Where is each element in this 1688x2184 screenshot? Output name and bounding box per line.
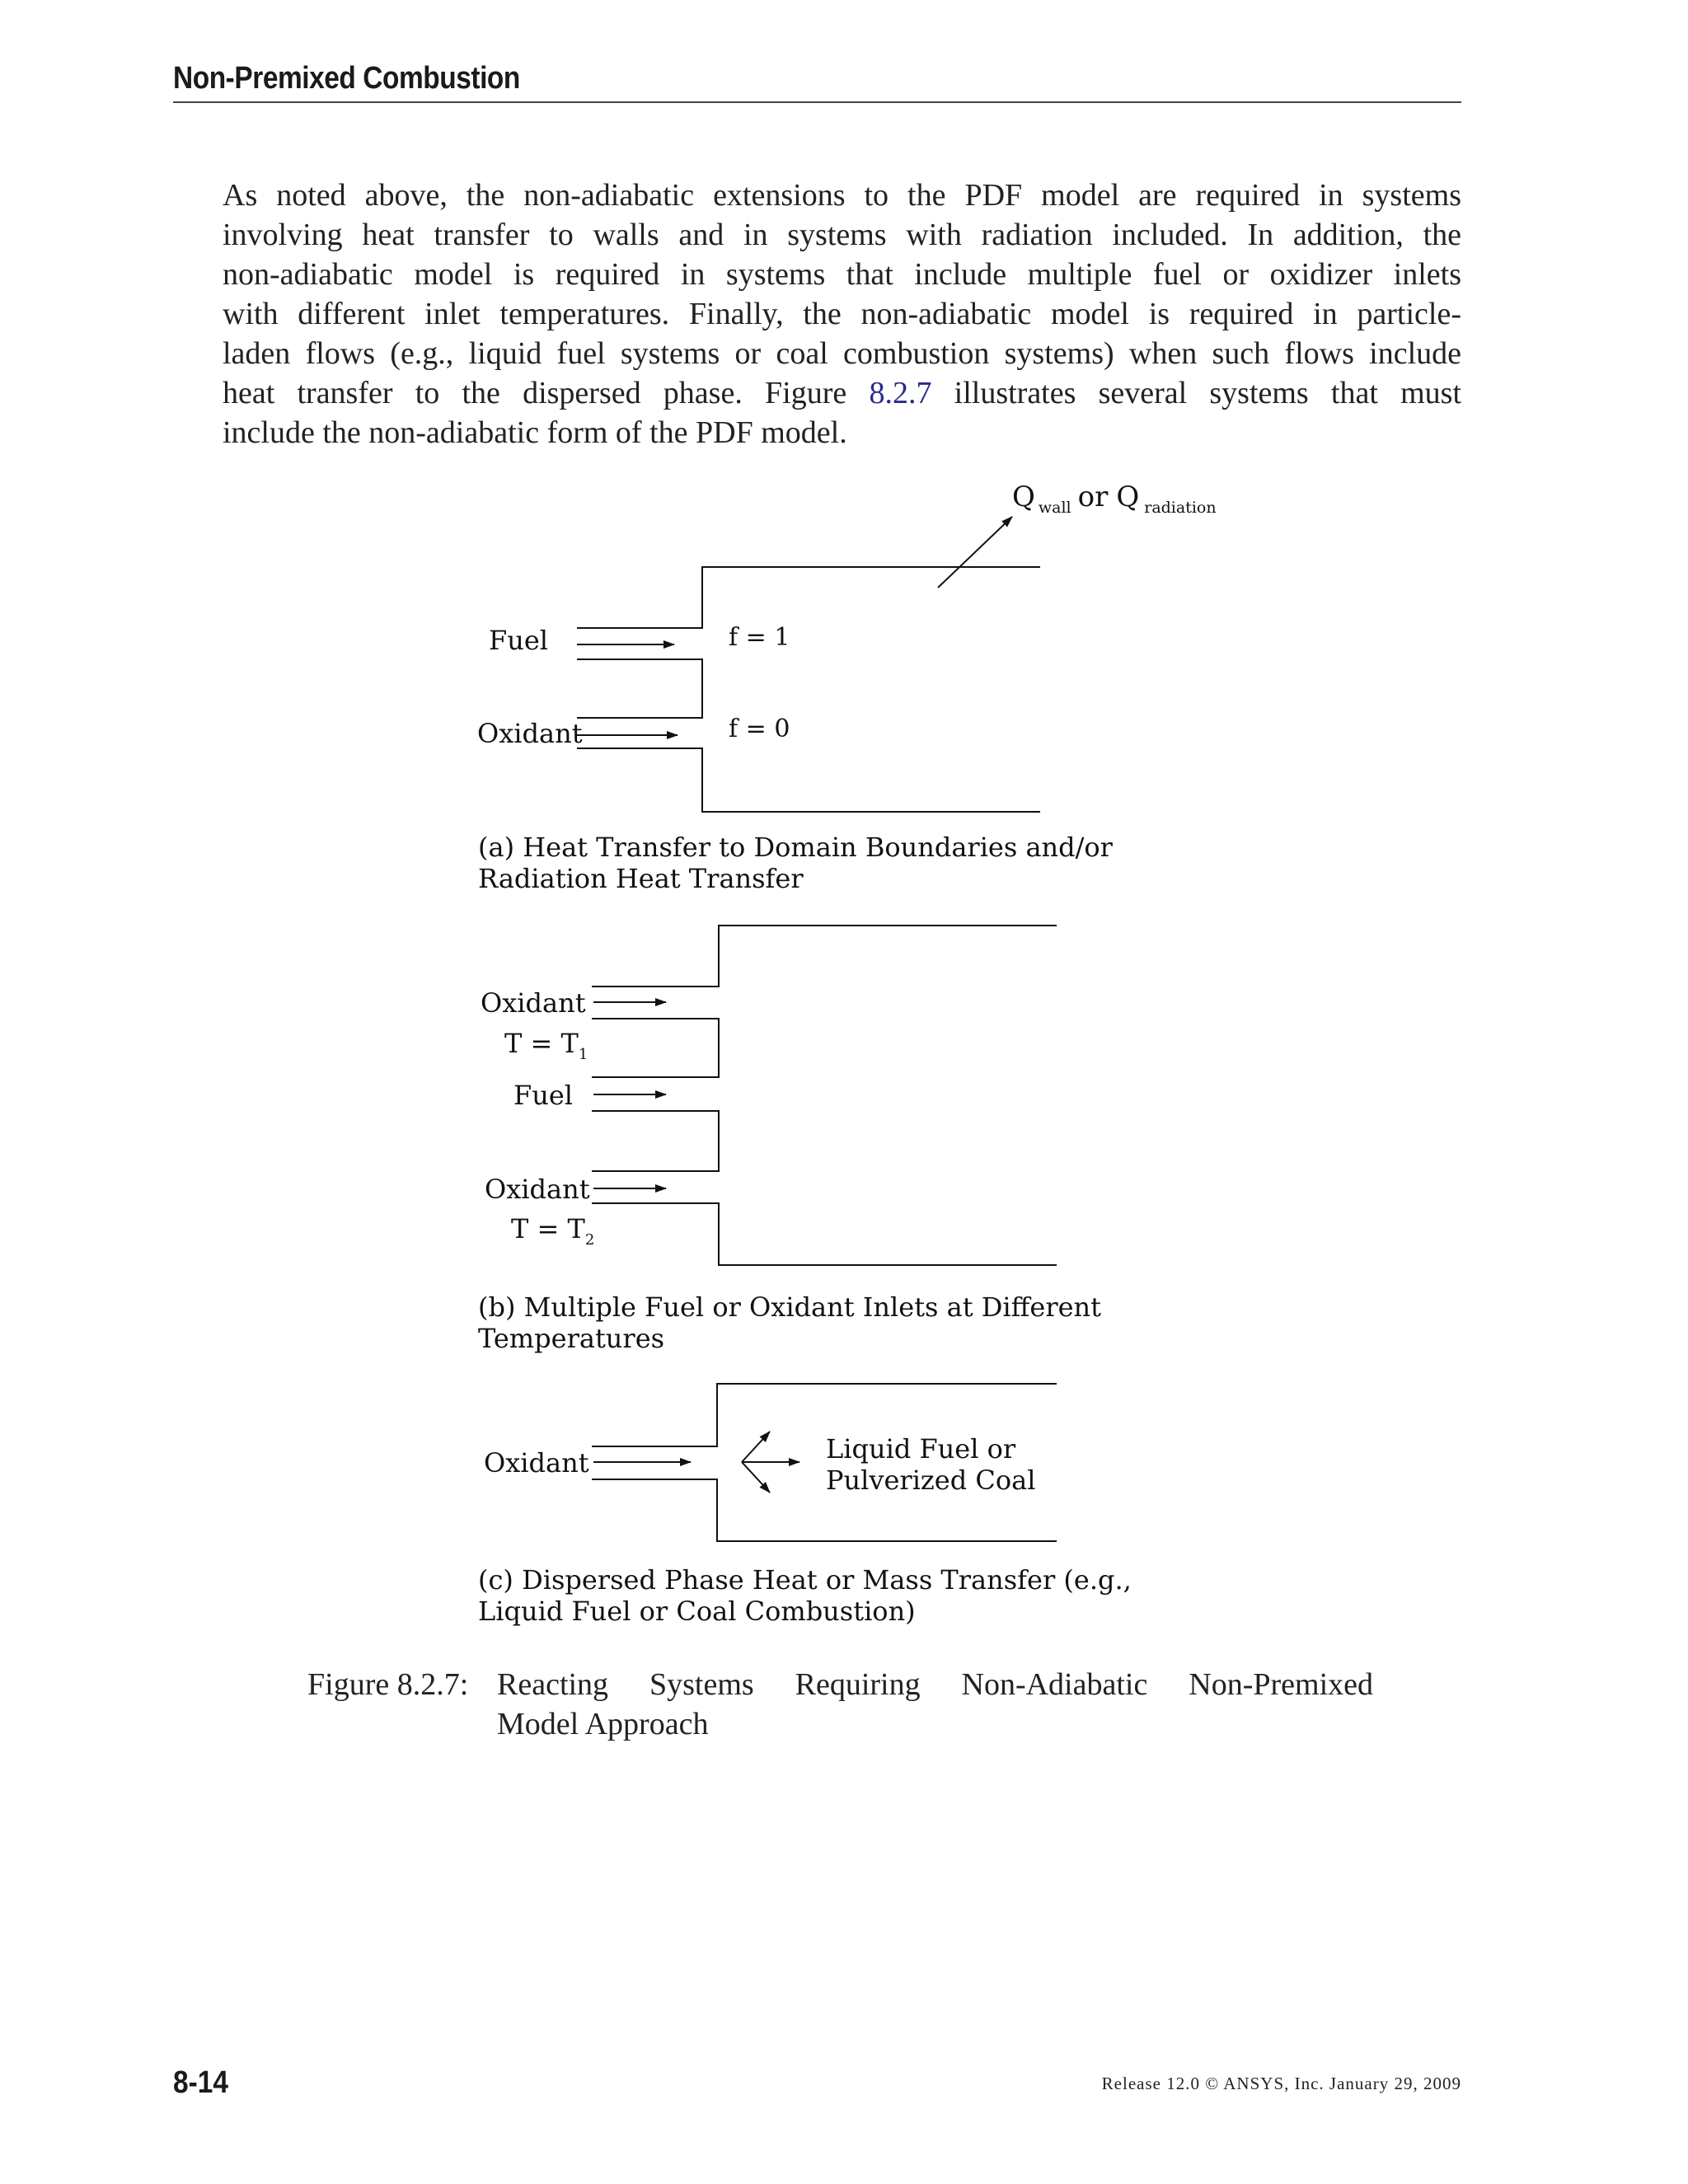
panel-c-oxidant-label: Oxidant — [484, 1447, 589, 1479]
panel-b-chamber-bottom-wall — [592, 1203, 1057, 1265]
body-line: with different inlet temperatures. Finally, the non-adiabatic model is required in particle- — [223, 297, 1461, 331]
body-line: laden flows (e.g., liquid fuel systems or coal combustion systems) when such flows include — [223, 336, 1461, 371]
panel-a-fuel-label: Fuel — [489, 625, 548, 656]
release-footer: Release 12.0 © ANSYS, Inc. January 29, 2009 — [1101, 2074, 1461, 2093]
panel-a-oxidant-label: Oxidant — [477, 718, 583, 749]
body-line: involving heat transfer to walls and in systems with radiation included. In addition, the — [223, 218, 1461, 252]
panel-b-divider-wall-2 — [592, 1111, 719, 1171]
panel-a-divider-wall — [577, 659, 702, 718]
panel-b-fuel-label: Fuel — [513, 1080, 573, 1111]
panel-b-oxidant1-label: Oxidant — [481, 987, 586, 1019]
body-line: As noted above, the non-adiabatic extensions to the PDF model are required in systems — [223, 178, 1461, 213]
panel-c-caption-line1: (c) Dispersed Phase Heat or Mass Transfer (e.g., — [478, 1564, 1132, 1596]
panel-b-chamber-top-wall — [592, 926, 1057, 987]
page-number: 8-14 — [173, 2065, 228, 2100]
panel-a-chamber-top-wall — [577, 567, 1040, 628]
panel-b-oxidant2-label: Oxidant — [485, 1174, 590, 1205]
panel-c-liquid-fuel-line2: Pulverized Coal — [826, 1465, 1036, 1496]
panel-c-spray-arrow-up — [742, 1432, 770, 1462]
panel-b-diagram — [592, 926, 1057, 1265]
body-text-run: heat transfer to the dispersed phase. Figure — [223, 376, 847, 410]
body-line: non-adiabatic model is required in systems that include multiple fuel or oxidizer inlets — [223, 257, 1461, 292]
figure-caption-label: Figure 8.2.7: — [307, 1667, 469, 1702]
figure-caption-line1: Reacting Systems Requiring Non-Adiabatic Non-Premixed — [497, 1667, 1373, 1702]
panel-a-caption-line1: (a) Heat Transfer to Domain Boundaries and/or — [478, 832, 1113, 863]
figure-reference-link[interactable]: 8.2.7 — [869, 376, 932, 410]
panel-c-liquid-fuel-line1: Liquid Fuel or — [826, 1433, 1016, 1465]
panel-c-spray-arrow-down — [742, 1462, 770, 1493]
panel-b-t2-label: $T = T_2$ — [511, 1213, 595, 1249]
running-header: Non-Premixed Combustion — [173, 61, 520, 96]
panel-a-heat-flux-arrow — [938, 517, 1012, 588]
panel-a-caption-line2: Radiation Heat Transfer — [478, 863, 804, 894]
panel-b-caption-line2: Temperatures — [478, 1323, 665, 1354]
panel-b-t1-label: $T = T_1$ — [504, 1028, 588, 1063]
figure-caption — [307, 1665, 1373, 1744]
panel-b-caption-line1: (b) Multiple Fuel or Oxidant Inlets at Different — [478, 1291, 1102, 1323]
panel-a-f1-label: f = 1 — [729, 623, 790, 652]
figure-caption-line2: Model Approach — [497, 1707, 709, 1741]
panel-c-caption-line2: Liquid Fuel or Coal Combustion) — [478, 1596, 916, 1627]
panel-a-q-label: Q $_{wall}$ or Q $_{radiation}$ — [1012, 480, 1217, 517]
body-text-run: illustrates several systems that must — [954, 376, 1461, 410]
panel-a-chamber-bottom-wall — [577, 748, 1040, 812]
body-line: include the non-adiabatic form of the PDF model. — [223, 415, 847, 450]
panel-a-diagram — [577, 517, 1040, 812]
panel-b-divider-wall-1 — [592, 1019, 719, 1077]
panel-a-f0-label: f = 0 — [729, 715, 790, 743]
